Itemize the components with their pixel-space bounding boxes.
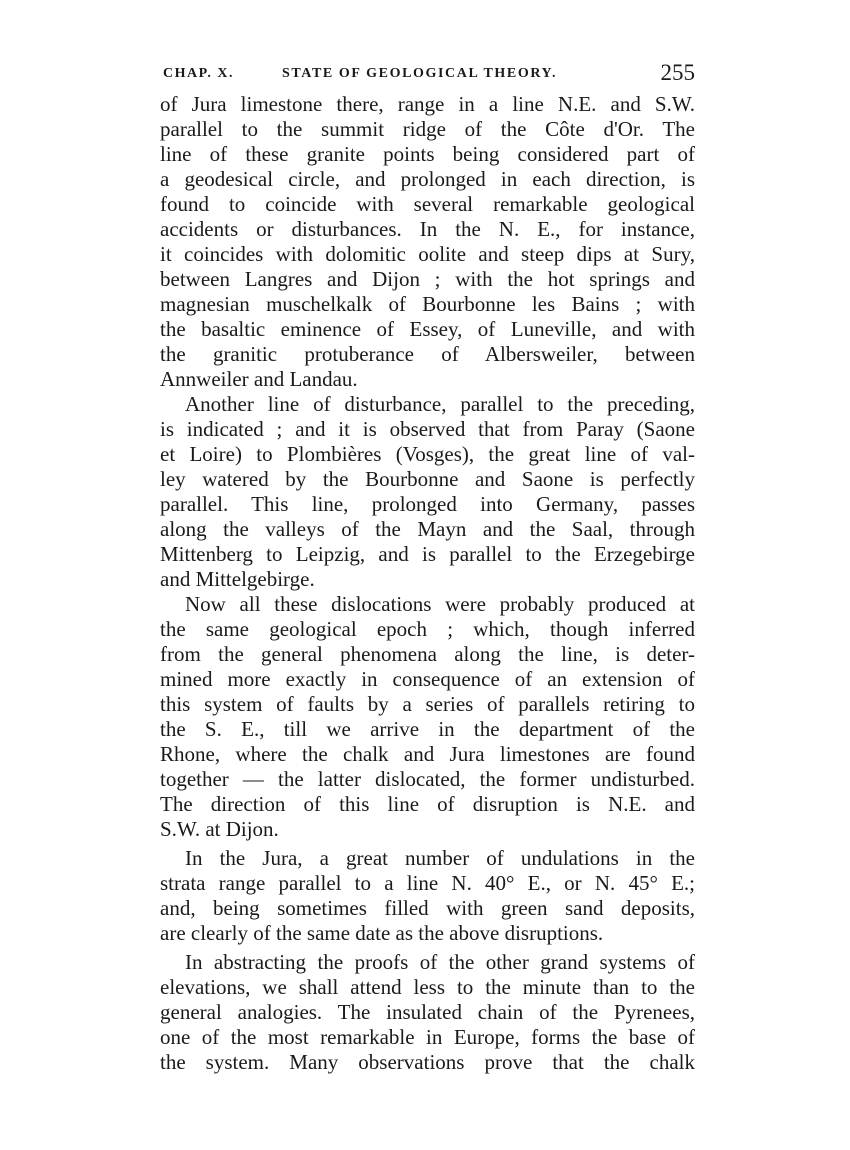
text-line: general analogies. The insulated chain of the Pyrenees, (160, 1000, 695, 1024)
text-line: S.W. at Dijon. (160, 817, 279, 841)
text-line: In the Jura, a great number of undulations in the (185, 846, 695, 870)
text-line: magnesian muschelkalk of Bourbonne les Bains ; with (160, 292, 695, 316)
text-line: of Jura limestone there, range in a line N.E. and S.W. (160, 92, 695, 116)
text-line: the granitic protuberance of Albersweiler, between (160, 342, 695, 366)
text-line: ley watered by the Bourbonne and Saone is perfectly (160, 467, 695, 491)
text-line: this system of faults by a series of parallels retiring to (160, 692, 695, 716)
text-line: one of the most remarkable in Europe, forms the base of (160, 1025, 695, 1049)
text-line: Another line of disturbance, parallel to the preceding, (185, 392, 695, 416)
text-line: are clearly of the same date as the above disruptions. (160, 921, 604, 945)
text-line: the system. Many observations prove that the chalk (160, 1050, 695, 1074)
running-title: STATE OF GEOLOGICAL THEORY. (282, 66, 558, 81)
text-line: the basaltic eminence of Essey, of Luneville, and with (160, 317, 695, 341)
text-line: from the general phenomena along the line, is deter- (160, 642, 695, 666)
text-line: along the valleys of the Mayn and the Saal, through (160, 517, 695, 541)
text-line: Rhone, where the chalk and Jura limestones are found (160, 742, 695, 766)
text-line: parallel to the summit ridge of the Côte d'Or. The (160, 117, 695, 141)
text-line: Now all these dislocations were probably produced at (185, 592, 695, 616)
text-line: and, being sometimes filled with green sand deposits, (160, 896, 695, 920)
text-line: it coincides with dolomitic oolite and steep dips at Sury, (160, 242, 695, 266)
text-line: parallel. This line, prolonged into Germany, passes (160, 492, 695, 516)
text-line: the S. E., till we arrive in the department of the (160, 717, 695, 741)
body-text (160, 92, 695, 1075)
book-page (160, 60, 695, 1075)
text-line: elevations, we shall attend less to the minute than to the (160, 975, 695, 999)
text-line: a geodesical circle, and prolonged in each direction, is (160, 167, 695, 191)
text-line: found to coincide with several remarkable geological (160, 192, 695, 216)
text-line: The direction of this line of disruption is N.E. and (160, 792, 695, 816)
text-line: the same geological epoch ; which, though inferred (160, 617, 695, 641)
text-line: strata range parallel to a line N. 40° E., or N. 45° E.; (160, 871, 695, 895)
running-head (160, 60, 695, 92)
text-line: line of these granite points being considered part of (160, 142, 695, 166)
text-line: between Langres and Dijon ; with the hot springs and (160, 267, 695, 291)
chapter-label: CHAP. X. (163, 66, 234, 81)
text-line: In abstracting the proofs of the other grand systems of (185, 950, 695, 974)
text-line: accidents or disturbances. In the N. E., for instance, (160, 217, 695, 241)
text-line: and Mittelgebirge. (160, 567, 315, 591)
page-number: 255 (660, 60, 695, 85)
text-line: Annweiler and Landau. (160, 367, 358, 391)
text-line: et Loire) to Plombières (Vosges), the great line of val- (160, 442, 695, 466)
text-line: mined more exactly in consequence of an extension of (160, 667, 695, 691)
text-line: is indicated ; and it is observed that from Paray (Saone (160, 417, 695, 441)
text-line: together — the latter dislocated, the former undisturbed. (160, 767, 695, 791)
text-line: Mittenberg to Leipzig, and is parallel to the Erzegebirge (160, 542, 695, 566)
